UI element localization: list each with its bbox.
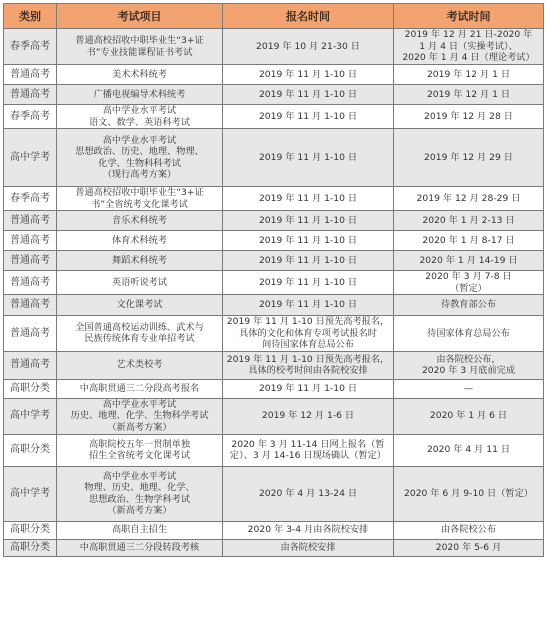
- cell-category: 高中学考: [4, 129, 57, 187]
- cell-registration-time: 2019 年 11 月 1-10 日: [223, 187, 394, 211]
- table-row: [4, 29, 544, 65]
- cell-registration-time: 2020 年 3 月 11-14 日网上报名（暂 定）、3 月 14-16 日现场确认（暂定）: [223, 434, 394, 466]
- cell-exam-item: 高中学业水平考试 物理、历史、地理、化学、 思想政治、生物学科考试 （新高考方案）: [57, 466, 223, 521]
- table-row: [4, 85, 544, 105]
- cell-exam-time: 2019 年 12 月 1 日: [394, 85, 544, 105]
- cell-exam-item: 高职院校五年一贯制单独 招生全省统考文化课考试: [57, 434, 223, 466]
- cell-registration-time: 2019 年 10 月 21-30 日: [223, 29, 394, 65]
- header-category: 类别: [4, 4, 57, 29]
- cell-exam-item: 普通高校招收中职毕业生“3+证 书”全省统考文化课考试: [57, 187, 223, 211]
- cell-category: 春季高考: [4, 187, 57, 211]
- table-row: [4, 466, 544, 521]
- cell-exam-item: 中高职贯通三二分段高考报名: [57, 379, 223, 398]
- table-row: [4, 105, 544, 129]
- table-row: [4, 521, 544, 539]
- cell-registration-time: 2019 年 11 月 1-10 日预先高考报名， 具体的文化和体育专项考试报名时 间待国家体育总局公布: [223, 316, 394, 352]
- cell-exam-item: 英语听说考试: [57, 271, 223, 295]
- cell-category: 普通高考: [4, 316, 57, 352]
- cell-registration-time: 2019 年 11 月 1-10 日: [223, 65, 394, 85]
- cell-category: 普通高考: [4, 295, 57, 316]
- table-row: [4, 316, 544, 352]
- cell-exam-item: 高职自主招生: [57, 521, 223, 539]
- cell-exam-item: 中高职贯通三二分段转段考核: [57, 539, 223, 556]
- table-row: [4, 379, 544, 398]
- cell-exam-item: 文化课考试: [57, 295, 223, 316]
- table-row: [4, 211, 544, 231]
- cell-registration-time: 2019 年 11 月 1-10 日: [223, 271, 394, 295]
- cell-category: 普通高考: [4, 271, 57, 295]
- table-row: [4, 65, 544, 85]
- cell-registration-time: 2019 年 12 月 1-6 日: [223, 398, 394, 434]
- cell-registration-time: 2019 年 11 月 1-10 日: [223, 105, 394, 129]
- table-row: [4, 539, 544, 556]
- table-row: [4, 231, 544, 251]
- cell-registration-time: 2019 年 11 月 1-10 日: [223, 211, 394, 231]
- cell-exam-item: 体育术科统考: [57, 231, 223, 251]
- cell-category: 春季高考: [4, 29, 57, 65]
- cell-exam-item: 音乐术科统考: [57, 211, 223, 231]
- cell-category: 高职分类: [4, 521, 57, 539]
- cell-exam-time: 2019 年 12 月 29 日: [394, 129, 544, 187]
- cell-exam-time: 2020 年 3 月 7-8 日 （暂定）: [394, 271, 544, 295]
- cell-exam-time: 由各院校公布: [394, 521, 544, 539]
- cell-registration-time: 2019 年 11 月 1-10 日: [223, 85, 394, 105]
- exam-schedule-table: [3, 3, 544, 557]
- table-row: [4, 295, 544, 316]
- cell-exam-item: 高中学业水平考试 思想政治、历史、地理、物理、 化学、生物科科考试 （现行高考方案）: [57, 129, 223, 187]
- cell-category: 普通高考: [4, 85, 57, 105]
- cell-registration-time: 2019 年 11 月 1-10 日: [223, 129, 394, 187]
- cell-exam-time: 2020 年 5-6 月: [394, 539, 544, 556]
- header-registration-time: 报名时间: [223, 4, 394, 29]
- cell-registration-time: 2019 年 11 月 1-10 日: [223, 379, 394, 398]
- cell-exam-item: 广播电视编导术科统考: [57, 85, 223, 105]
- cell-exam-item: 艺术类校考: [57, 351, 223, 379]
- table-row: [4, 271, 544, 295]
- cell-category: 高职分类: [4, 434, 57, 466]
- cell-exam-time: 2019 年 12 月 28-29 日: [394, 187, 544, 211]
- cell-exam-time: 2020 年 1 月 2-13 日: [394, 211, 544, 231]
- cell-registration-time: 2019 年 11 月 1-10 日: [223, 295, 394, 316]
- cell-exam-item: 舞蹈术科统考: [57, 251, 223, 271]
- table-row: [4, 434, 544, 466]
- cell-registration-time: 2019 年 11 月 1-10 日: [223, 251, 394, 271]
- table-body: [4, 29, 544, 557]
- cell-exam-time: 2020 年 4 月 11 日: [394, 434, 544, 466]
- cell-registration-time: 2019 年 11 月 1-10 日预先高考报名， 具体的校考时间由各院校安排: [223, 351, 394, 379]
- cell-registration-time: 2020 年 4 月 13-24 日: [223, 466, 394, 521]
- cell-category: 普通高考: [4, 351, 57, 379]
- cell-exam-time: 2020 年 1 月 8-17 日: [394, 231, 544, 251]
- table-row: [4, 351, 544, 379]
- table-header-row: [4, 4, 544, 29]
- cell-category: 普通高考: [4, 251, 57, 271]
- cell-exam-item: 高中学业水平考试 历史、地理、化学、生物科学考试 （新高考方案）: [57, 398, 223, 434]
- cell-exam-time: 待国家体育总局公布: [394, 316, 544, 352]
- cell-registration-time: 由各院校安排: [223, 539, 394, 556]
- table-row: [4, 398, 544, 434]
- cell-registration-time: 2020 年 3-4 月由各院校安排: [223, 521, 394, 539]
- cell-exam-time: 2019 年 12 月 21 日-2020 年 1 月 4 日（实操考试）、 2020 年 1 月 4 日（理论考试）: [394, 29, 544, 65]
- cell-exam-time: 由各院校公布， 2020 年 3 月底前完成: [394, 351, 544, 379]
- cell-exam-item: 普通高校招收中职毕业生“3+证 书”专业技能课程证书考试: [57, 29, 223, 65]
- cell-category: 普通高考: [4, 65, 57, 85]
- table-row: [4, 129, 544, 187]
- cell-category: 普通高考: [4, 211, 57, 231]
- cell-exam-time: —: [394, 379, 544, 398]
- cell-exam-time: 2020 年 6 月 9-10 日（暂定）: [394, 466, 544, 521]
- cell-exam-time: 待教育部公布: [394, 295, 544, 316]
- cell-exam-item: 全国普通高校运动训练、武术与 民族传统体育专业单招考试: [57, 316, 223, 352]
- cell-category: 高中学考: [4, 398, 57, 434]
- cell-category: 高职分类: [4, 539, 57, 556]
- cell-category: 春季高考: [4, 105, 57, 129]
- cell-exam-time: 2019 年 12 月 28 日: [394, 105, 544, 129]
- cell-exam-time: 2020 年 1 月 6 日: [394, 398, 544, 434]
- table-row: [4, 187, 544, 211]
- cell-category: 普通高考: [4, 231, 57, 251]
- cell-exam-item: 美术术科统考: [57, 65, 223, 85]
- cell-exam-item: 高中学业水平考试 语文、数学、英语科考试: [57, 105, 223, 129]
- cell-category: 高职分类: [4, 379, 57, 398]
- header-exam-item: 考试项目: [57, 4, 223, 29]
- cell-registration-time: 2019 年 11 月 1-10 日: [223, 231, 394, 251]
- cell-exam-time: 2019 年 12 月 1 日: [394, 65, 544, 85]
- cell-category: 高中学考: [4, 466, 57, 521]
- header-exam-time: 考试时间: [394, 4, 544, 29]
- table-row: [4, 251, 544, 271]
- cell-exam-time: 2020 年 1 月 14-19 日: [394, 251, 544, 271]
